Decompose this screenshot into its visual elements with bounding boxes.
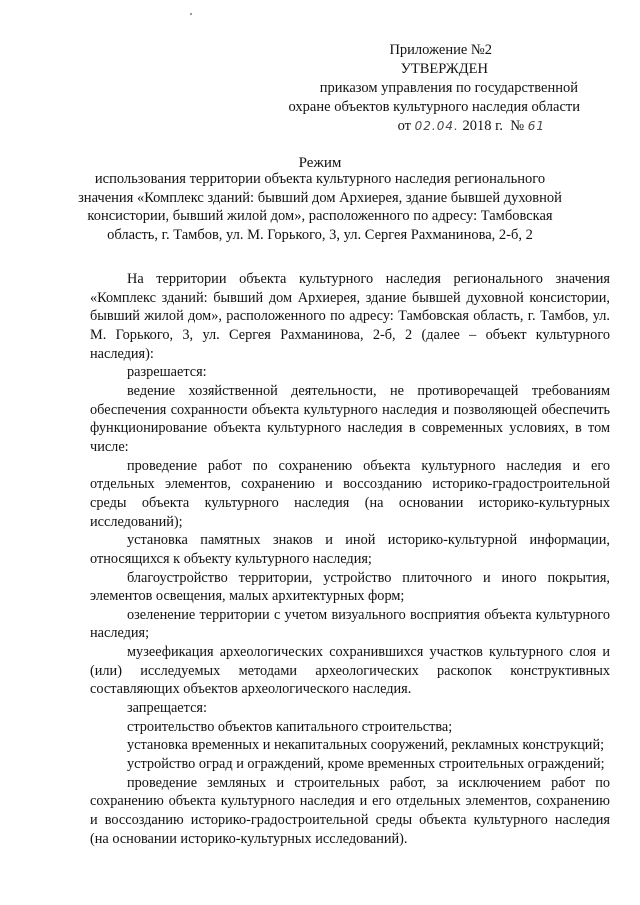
order-year: 2018 г. (462, 118, 503, 134)
body-paragraph: запрещается: (127, 700, 207, 717)
order-line-1: приказом управления по государственной (319, 80, 578, 96)
body-paragraph: музеефикация археологических сохранившихся участков культурного слоя и (или) исследуемых методами археологических раскопок конструктивных составляющих объектов археологического наследия. (90, 644, 610, 698)
body-paragraph: устройство оград и ограждений, кроме временных строительных ограждений; (127, 756, 605, 773)
document-subtitle: использования территории объекта культурного наследия регионального значения «Комплекс зданий: бывший дом Архиерея, здание бывшей духовной консистории, бывший жилой дом», расположенного по адресу: Тамбовская область, г. Тамбов, ул. М. Горького, 3, ул. Сергея Рахманинова, 2-б, 2 (78, 171, 562, 243)
body-paragraph: установка памятных знаков и иной историко-культурной информации, относящихся к объекту культурного наследия; (90, 532, 610, 567)
document-body (90, 270, 610, 848)
order-number-label: № (510, 118, 525, 134)
body-paragraph: разрешается: (127, 364, 207, 381)
order-date-line (398, 118, 545, 134)
approved-label: УТВЕРЖДЕН (400, 61, 488, 77)
date-prefix: от (397, 118, 412, 134)
body-paragraph: благоустройство территории, устройство плиточного и иного покрытия, элементов освещения, малых архитектурных форм; (90, 569, 610, 605)
appendix-label: Приложение №2 (389, 42, 492, 58)
handwritten-date: 02.04. (414, 119, 459, 133)
body-paragraph: ведение хозяйственной деятельности, не противоречащей требованиям обеспечения сохранности объекта культурного наследия и позволяющей обеспечить функционирование объекта культурного наследия в современных условиях, в том числе: (90, 382, 610, 455)
handwritten-number: 61 (527, 119, 545, 133)
document-title: Режим (298, 155, 342, 171)
body-paragraph: установка временных и некапитальных сооружений, рекламных конструкций; (127, 737, 605, 754)
scan-speck (190, 13, 192, 15)
body-paragraph: проведение земляных и строительных работ, за исключением работ по сохранению объекта культурного наследия и его отдельных элементов, сохранению и воссозданию историко-градостроительной среды объекта культурного наследия (на основании историко-культурных исследований). (90, 774, 610, 847)
body-paragraph: На территории объекта культурного наследия регионального значения «Комплекс зданий: бывший дом Архиерея, здание бывшей духовной консистории, бывший жилой дом», расположенного по адресу: Тамбовская область, г. Тамбов, ул. М. Горького, 3, ул. Сергея Рахманинова, 2-б, 2 (далее – объект культурного наследия): (90, 271, 610, 362)
body-paragraph: строительство объектов капитального строительства; (127, 718, 453, 735)
order-line-2: охране объектов культурного наследия области (288, 99, 580, 115)
body-paragraph: проведение работ по сохранению объекта культурного наследия и его отдельных элементов, сохранению и воссозданию историко-градостроительной среды объекта культурного наследия (на основании историко-культурных исследований); (90, 457, 610, 530)
body-paragraph: озеленение территории с учетом визуального восприятия объекта культурного наследия; (90, 606, 610, 642)
